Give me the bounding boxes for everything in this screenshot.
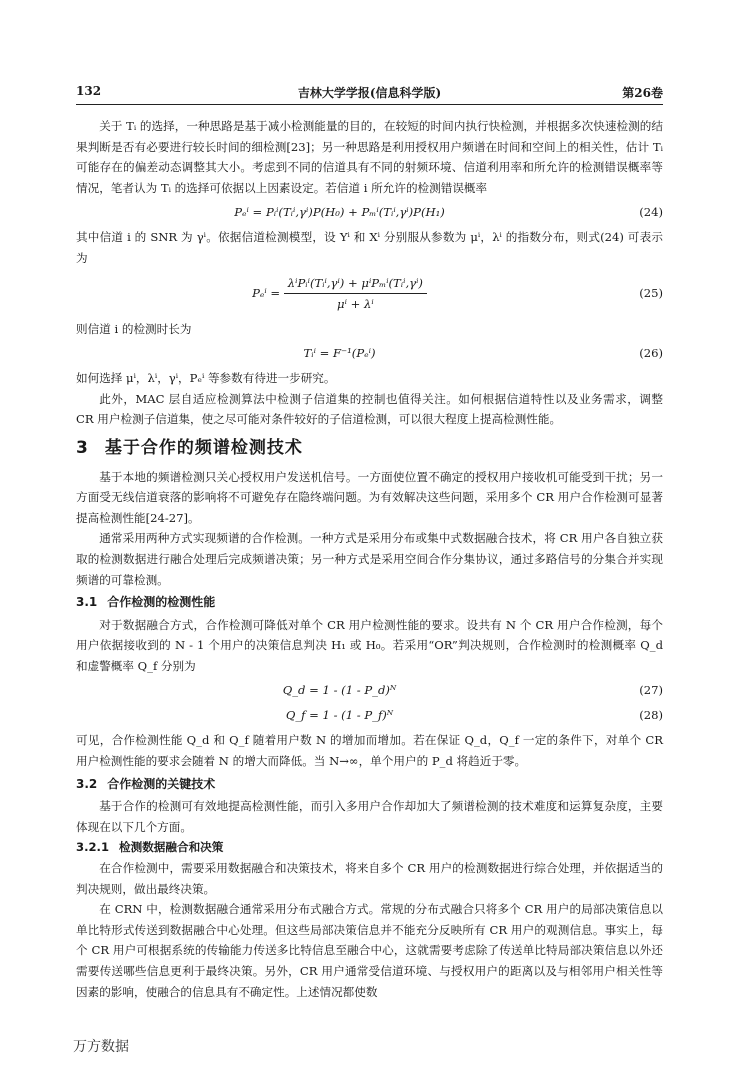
equation-expression: Tᵢⁱ = F⁻¹(Pₑⁱ) xyxy=(303,346,376,361)
section-number: 3 xyxy=(76,437,89,458)
subsection-heading xyxy=(76,774,663,795)
subsubsection-number: 3.2.1 xyxy=(76,840,110,855)
paragraph: 可见，合作检测性能 Q_d 和 Q_f 随着用户数 N 的增加而增加。若在保证 Q_d，Q_f 一定的条件下，对单个 CR 用户检测性能的要求会随着 N 的增大而降低。当 N→∞，单个用户的 P_d 将趋近于零。 xyxy=(76,733,663,769)
equation-24 xyxy=(76,202,663,223)
subsection-number: 3.2 xyxy=(76,776,98,791)
paragraph: 如何选择 μⁱ，λⁱ，γⁱ，Pₑⁱ 等参数有待进一步研究。 xyxy=(76,371,336,386)
equation-expression: Pₑⁱ = Pᵢⁱ(Tᵢⁱ,γⁱ)P(H₀) + Pₘⁱ(Tᵢⁱ,γⁱ)P(H₁) xyxy=(234,205,445,220)
paragraph: 在 CRN 中，检测数据融合通常采用分布式融合方式。常规的分布式融合只将多个 CR 用户的局部决策信息以单比特形式传送到数据融合中心处理。但这些局部决策信息并不能充分反映所有 CR 用户的观测信息。事实上，每个 CR 用户可根据系统的传输能力传送多比特信息至融合中心，这就需要考虑除了传送单比特局部决策信息以外还需要传送哪些信息更利于最终决策。另外，CR 用户通常受信道环境、与授权用户的距离以及与相邻用户相关性等因素的影响，使融合的信息具有不确定性。上述情况都使数 xyxy=(76,902,663,999)
page-number: 132 xyxy=(76,84,102,98)
equation-25 xyxy=(76,273,663,315)
watermark-footer: 万方数据 xyxy=(73,1039,129,1055)
subsection-heading xyxy=(76,592,663,613)
equation-number: (27) xyxy=(639,683,663,698)
paragraph: 基于合作的检测可有效地提高检测性能，而引入多用户合作却加大了频谱检测的技术难度和运算复杂度，主要体现在以下几个方面。 xyxy=(76,799,663,834)
equation-number: (28) xyxy=(639,708,663,723)
section-title: 基于合作的频谱检测技术 xyxy=(104,437,303,458)
equation-26 xyxy=(76,343,663,364)
subsubsection-heading xyxy=(76,837,663,858)
journal-title: 吉林大学学报(信息科学版) xyxy=(297,86,442,100)
volume-label: 第26卷 xyxy=(622,86,663,100)
fraction-denominator: μⁱ + λⁱ xyxy=(337,297,374,312)
paragraph: 对于数据融合方式，合作检测可降低对单个 CR 用户检测性能的要求。设共有 N 个 CR 用户合作检测，每个用户依据接收到的 N - 1 个用户的决策信息判决 H₁ 或 H₀。若采用“OR”判决规则，合作检测时的检测概率 Q_d 和虚警概率 Q_f 分别为 xyxy=(76,617,663,673)
paragraph: 基于本地的频谱检测只关心授权用户发送机信号。一方面使位置不确定的授权用户接收机可能受到干扰；另一方面受无线信道衰落的影响将不可避免存在隐终端问题。为有效解决这些问题，采用多个 CR 用户合作检测可显著提高检测性能[24-27]。 xyxy=(76,469,663,525)
equation-expression: Q_f = 1 - (1 - P_f)ᴺ xyxy=(285,708,394,723)
equation-28 xyxy=(76,705,663,726)
body-text xyxy=(76,116,663,1002)
paragraph: 其中信道 i 的 SNR 为 γⁱ。依据信道检测模型，设 Yⁱ 和 Xⁱ 分别服从参数为 μⁱ，λⁱ 的指数分布，则式(24) 可表示为 xyxy=(76,230,663,265)
fraction-numerator: λⁱPᵢⁱ(Tᵢⁱ,γⁱ) + μⁱPₘⁱ(Tᵢⁱ,γⁱ) xyxy=(284,273,427,295)
subsection-number: 3.1 xyxy=(76,595,98,610)
fraction xyxy=(284,273,427,315)
equation-number: (26) xyxy=(639,346,663,361)
subsubsection-title: 检测数据融合和决策 xyxy=(119,840,224,855)
section-heading xyxy=(76,438,663,459)
running-header xyxy=(76,82,663,105)
paragraph: 通常采用两种方式实现频谱的合作检测。一种方式是采用分布或集中式数据融合技术，将 CR 用户各自独立获取的检测数据进行融合处理后完成频谱决策；另一种方式是采用空间合作分集协议，通过多路信号的分集合并实现频谱的可靠检测。 xyxy=(76,531,663,587)
equation-expression xyxy=(76,273,603,315)
subsection-title: 合作检测的检测性能 xyxy=(107,595,216,610)
paragraph: 在合作检测中，需要采用数据融合和决策技术，将来自多个 CR 用户的检测数据进行综合处理，并依据适当的判决规则，做出最终决策。 xyxy=(76,861,663,896)
equation-number: (25) xyxy=(639,285,663,300)
paragraph: 此外，MAC 层自适应检测算法中检测子信道集的控制也值得关注。如何根据信道特性以及业务需求，调整 CR 用户检测子信道集，使之尽可能对条件较好的子信道检测，可以很大程度上提高检测性能。 xyxy=(76,391,663,427)
subsection-title: 合作检测的关键技术 xyxy=(107,776,216,791)
equation-expression: Q_d = 1 - (1 - P_d)ᴺ xyxy=(282,683,397,698)
paragraph: 则信道 i 的检测时长为 xyxy=(76,321,192,336)
equation-27 xyxy=(76,680,663,701)
equation-number: (24) xyxy=(639,205,663,220)
equation-lhs: Pₑⁱ = xyxy=(252,285,281,300)
paragraph: 关于 Tᵢ 的选择，一种思路是基于减小检测能量的目的，在较短的时间内执行快检测，并根据多次快速检测的结果判断是否有必要进行较长时间的细检测[23]；另一种思路是利用授权用户频谱在时间和空间上的相关性，估计 Tᵢ 可能存在的偏差动态调整其大小。考虑到不同的信道具有不同的射频环境、信道利用率和所允许的检测错误概率等情况，笔者认为 Tᵢ 的选择可依据以上因素设定。若信道 i 所允许的检测错误概率 xyxy=(76,119,663,195)
